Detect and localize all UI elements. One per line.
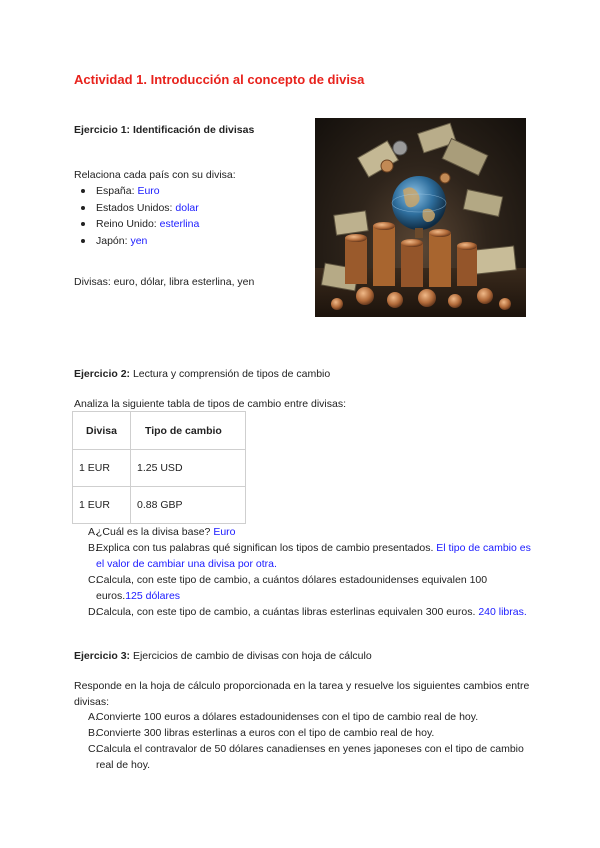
list-item: C. Calcula el contravalor de 50 dólares canadienses en yenes japoneses con el tipo de cambio real de hoy.: [88, 743, 524, 771]
list-item: A. Convierte 100 euros a dólares estadounidenses con el tipo de cambio real de hoy.: [88, 711, 479, 723]
table-row: [73, 487, 246, 524]
table-row: [73, 450, 246, 487]
exercise2-questions: [74, 524, 534, 620]
list-item: [74, 233, 199, 250]
answer: Euro: [213, 526, 236, 538]
country-label: Estados Unidos:: [96, 201, 176, 214]
table-cell: 0.88 GBP: [131, 487, 246, 524]
answer: 125 dólares: [125, 590, 181, 602]
country-label: Japón:: [96, 234, 131, 247]
exercise2-heading: Ejercicio 2: Lectura y comprensión de tipos de cambio: [74, 368, 331, 380]
table-header: Divisa: [73, 412, 131, 450]
exchange-rate-table: [72, 411, 246, 524]
currencies-list: Divisas: euro, dólar, libra esterlina, yen: [74, 276, 255, 288]
page-title: Actividad 1. Introducción al concepto de divisa: [74, 72, 365, 87]
list-item: B. Convierte 300 libras esterlinas a euros con el tipo de cambio real de hoy.: [88, 727, 435, 739]
currency-answer: dolar: [175, 201, 199, 214]
country-label: España:: [96, 185, 138, 197]
currency-answer: Euro: [137, 185, 160, 197]
answer: 240 libras.: [478, 606, 527, 618]
table-cell: 1 EUR: [73, 487, 131, 524]
list-item: C. Calcula, con este tipo de cambio, a cuántos dólares estadounidenses equivalen 100 euros.125 dólares: [88, 574, 488, 602]
exercise1-intro: Relaciona cada país con su divisa:: [74, 169, 236, 181]
country-list: [74, 183, 199, 249]
list-item: [74, 216, 199, 233]
exercise3-intro: Responde en la hoja de cálculo proporcionada en la tarea y resuelve los siguientes cambios entre divisas:: [74, 680, 530, 708]
table-cell: 1.25 USD: [131, 450, 246, 487]
table-header: Tipo de cambio: [131, 412, 246, 450]
exercise3-questions: [74, 709, 534, 773]
country-label: Reino Unido:: [96, 218, 160, 230]
currency-answer: esterlina: [159, 218, 200, 230]
exercise2-intro: Analiza la siguiente tabla de tipos de cambio entre divisas:: [74, 398, 346, 410]
exercise1-heading: Ejercicio 1: Identificación de divisas: [74, 124, 255, 136]
answer: El tipo de cambio es el valor de cambiar una divisa por otra.: [96, 542, 531, 570]
globe-icon: [392, 176, 446, 238]
list-item: [74, 183, 199, 200]
list-item: A. ¿Cuál es la divisa base? Euro: [88, 526, 236, 538]
exercise3-heading: Ejercicio 3: Ejercicios de cambio de divisas con hoja de cálculo: [74, 650, 372, 662]
list-item: B. Explica con tus palabras qué significan los tipos de cambio presentados. El tipo de cambio es el valor de cambiar una divisa por otra.: [88, 542, 531, 570]
list-item: [74, 200, 199, 217]
table-cell: 1 EUR: [73, 450, 131, 487]
list-item: D. Calcula, con este tipo de cambio, a cuántas libras esterlinas equivalen 300 euros. 240 libras.: [88, 606, 527, 618]
currency-illustration: [315, 118, 526, 317]
currency-answer: yen: [130, 234, 148, 247]
